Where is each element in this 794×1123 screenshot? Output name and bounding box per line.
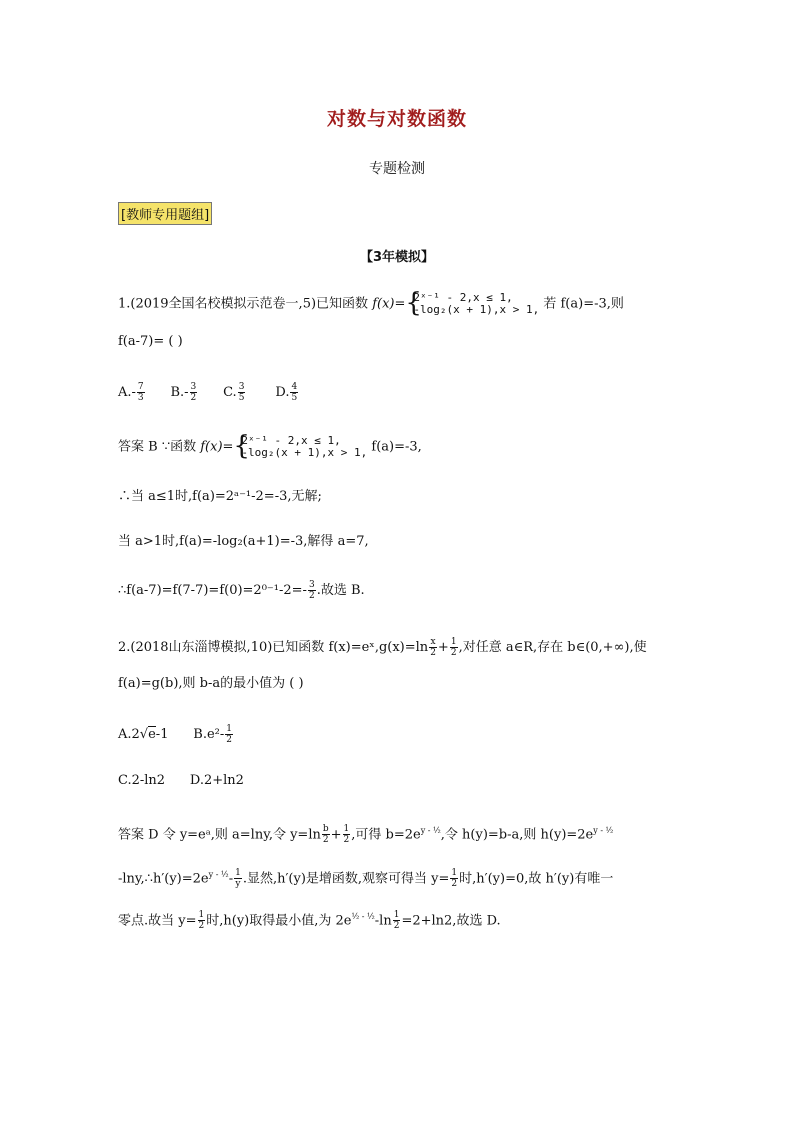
q1-answer-case2: -log₂(x + 1),x > 1, (241, 446, 368, 459)
q1-step3-frac (308, 580, 316, 601)
q2-prefix: 2.(2018山东淄博模拟,10)已知函数 f(x)=eˣ,g(x)=ln (118, 640, 429, 655)
page-title: 对数与对数函数 (326, 108, 467, 130)
q2-ans1-frac1-num: b (322, 824, 329, 835)
q1-answer-prefix: 答案 B ∵函数 (118, 439, 197, 455)
q1-answer-piecewise (233, 435, 367, 459)
q1-option-b-den: 2 (190, 393, 197, 403)
q1-line2: f(a-7)= ( ) (118, 334, 183, 349)
q1-option-d-num: 4 (291, 382, 298, 392)
q2-options-ab (118, 724, 234, 745)
q2-option-a-sqrt: e (148, 727, 156, 742)
q2-ans3-suffix: =2+ln2,故选 D. (401, 913, 501, 929)
q1-option-a-label: A.- (118, 385, 136, 400)
q1-suffix: 若 f(a)=-3,则 (543, 296, 624, 312)
q2-stem (118, 637, 647, 658)
q1-case2: -log₂(x + 1),x > 1, (413, 303, 540, 316)
q2-ans3-mid: 时,h(y)取得最小值,为 2e (206, 913, 352, 929)
q2-ans2-hfrac (450, 868, 458, 889)
q2-ans1-frac1-den: 2 (322, 835, 329, 846)
q2-answer-line1 (118, 822, 613, 845)
q1-prefix: 1.(2019全国名校模拟示范卷一,5)已知函数 (118, 296, 369, 312)
q2-ans1-frac2 (343, 824, 351, 845)
q1-option-a-frac (137, 382, 145, 403)
q2-frac2-den: 2 (450, 648, 457, 658)
q1-step3-suffix: .故选 B. (316, 583, 365, 598)
q2-option-c: C.2-ln2 (118, 773, 166, 788)
q2-ans1-frac2-num: 1 (343, 824, 350, 835)
q1-step3-den: 2 (308, 591, 315, 601)
q2-ans2-suffix2: 时,h′(y)=0,故 h′(y)有唯一 (459, 871, 614, 887)
q1-step2: 当 a>1时,f(a)=-log₂(a+1)=-3,解得 a=7, (118, 534, 369, 549)
q1-step3 (118, 580, 365, 601)
q1-answer-fx: f(x)= (200, 439, 234, 455)
q1-option-a-den: 3 (137, 393, 144, 403)
q2-ans2-den: y (235, 879, 241, 890)
q2-ans2-prefix: -lny,∴h′(y)=2e (118, 871, 209, 887)
section-heading: 【3年模拟】 (359, 250, 435, 265)
q2-option-a-prefix: A.2 (118, 727, 140, 742)
q2-frac2 (450, 637, 458, 658)
q2-ans2-hnum: 1 (451, 868, 458, 879)
q1-option-d-label: D. (275, 385, 290, 400)
q2-ans1-exp2: y - ½ (593, 826, 614, 835)
q2-ans2-exp: y - ½ (208, 870, 229, 879)
q2-option-b (193, 724, 234, 745)
q1-stem (118, 292, 624, 316)
q2-answer-line2 (118, 866, 613, 889)
q2-ans3-ln: -ln (374, 913, 392, 929)
q1-step1: ∴当 a≤1时,f(a)=2ᵃ⁻¹-2=-3,无解; (118, 489, 322, 504)
q2-ans2-num: 1 (235, 868, 241, 879)
q2-ans3-exp: ½ - ½ (351, 912, 375, 921)
q2-answer-line3 (118, 908, 501, 931)
q1-option-b-num: 3 (190, 382, 197, 392)
teacher-tag: [教师专用题组] (118, 202, 212, 225)
q2-ans2-frac (234, 868, 242, 889)
q2-frac1-den: 2 (430, 648, 436, 658)
q2-ans1-suffix: ,令 h(y)=b-a,则 h(y)=2e (440, 827, 594, 843)
q2-option-b-prefix: B.e²- (193, 727, 225, 742)
q2-ans3-frac (198, 910, 206, 931)
q2-frac2-num: 1 (450, 637, 457, 647)
q2-ans3-lden: 2 (393, 921, 400, 932)
q2-ans3-lnum: 1 (393, 910, 400, 921)
q2-ans1-plus: + (330, 827, 342, 843)
q2-line2: f(a)=g(b),则 b-a的最小值为 ( ) (118, 676, 304, 691)
q2-ans3-num: 1 (198, 910, 205, 921)
q1-option-c-num: 3 (238, 382, 245, 392)
q2-ans3-prefix: 零点.故当 y= (118, 913, 197, 929)
q1-answer-suffix: f(a)=-3, (371, 439, 422, 455)
page-subtitle: 专题检测 (369, 161, 425, 177)
q1-case1: { 2ˣ⁻¹ - 2,x ≤ 1, (413, 291, 513, 304)
q2-ans1-mid: ,可得 b=2e (351, 827, 421, 843)
q1-step3-num: 3 (308, 580, 315, 590)
q1-option-c (223, 382, 246, 403)
q1-options (118, 382, 299, 403)
q1-option-d-den: 5 (291, 393, 298, 403)
q1-option-b-frac (190, 382, 198, 403)
q2-ans2-minus: - (228, 871, 234, 887)
q2-option-d: D.2+ln2 (189, 773, 244, 788)
q2-ans2-hden: 2 (451, 879, 458, 890)
q2-ans1-exp: y - ½ (420, 826, 441, 835)
q2-ans3-den: 2 (198, 921, 205, 932)
q2-frac1 (429, 637, 437, 658)
q2-ans1-frac1 (322, 824, 330, 845)
q2-option-a-suffix: -1 (155, 727, 169, 742)
q1-answer (118, 435, 422, 459)
q2-ans1-prefix: 答案 D 令 y=eᵃ,则 a=lny,令 y=ln (118, 827, 321, 843)
q2-options-cd (118, 772, 244, 790)
q2-ans1-frac2-den: 2 (343, 835, 350, 846)
q1-option-a (118, 382, 146, 403)
q1-option-b-label: B.- (170, 385, 189, 400)
q2-ans2-suffix: .显然,h′(y)是增函数,观察可得当 y= (242, 871, 450, 887)
q2-frac1-num: x (430, 637, 436, 647)
q2-plus: + (437, 640, 449, 655)
q2-option-a: A.2√e-1 (118, 727, 169, 742)
q2-option-b-den: 2 (226, 735, 232, 745)
q1-fx: f(x)= (372, 296, 406, 312)
q1-option-c-frac (238, 382, 246, 403)
q1-option-b (170, 382, 198, 403)
q1-option-a-num: 7 (137, 382, 144, 392)
q1-answer-case1: { 2ˣ⁻¹ - 2,x ≤ 1, (241, 434, 341, 447)
q1-option-c-den: 5 (238, 393, 245, 403)
q1-option-d (275, 382, 299, 403)
q2-ans3-lfrac (393, 910, 401, 931)
q1-piecewise (405, 292, 539, 316)
q2-option-b-num: 1 (226, 724, 232, 734)
q1-option-c-label: C. (223, 385, 237, 400)
q1-option-d-frac (290, 382, 298, 403)
q2-suffix: ,对任意 a∈R,存在 b∈(0,+∞),使 (458, 640, 647, 655)
q1-step3-prefix: ∴f(a-7)=f(7-7)=f(0)=2⁰⁻¹-2=- (118, 583, 307, 598)
q2-option-b-frac (225, 724, 233, 745)
